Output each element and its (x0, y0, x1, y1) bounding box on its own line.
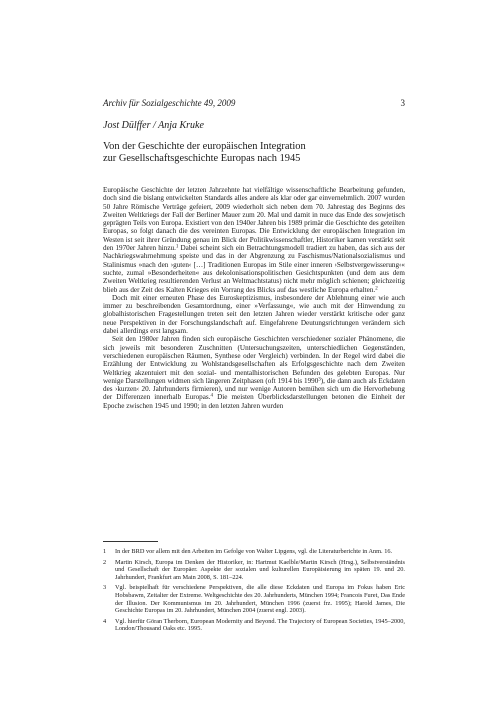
footnote-marker-4: 4 (210, 393, 213, 399)
footnote-2 (103, 559, 405, 582)
article-body (103, 186, 405, 410)
footnote-divider (103, 541, 158, 542)
article-title (103, 141, 405, 165)
body-paragraph-1 (103, 186, 405, 294)
footnote-number: 1 (103, 548, 107, 555)
footnote-number: 2 (103, 558, 107, 566)
journal-citation: Archiv für Sozialgeschichte 49, 2009 (103, 98, 236, 108)
running-head (103, 98, 405, 108)
footnote-text: Martin Kirsch, Europa im Denken der Historiker, in: Hartmut Kaelble/Martin Kirsch (Hrsg.), Selbstverständnis und Gesellschaft der Europäer. Aspekte der sozialen und kulturellen Europäisierung im späten 19. und 20. Jahrhundert, Frankfurt am Main 2008, S. 181–224. (115, 558, 405, 581)
footnote-text: Vgl. beispielhaft für verschiedene Perspektiven, die alle diese Eckdaten und Europa im Fokus haben Eric Hobsbawm, Zeitalter der Extreme. Weltgeschichte des 20. Jahrhunderts, München 1994; Francois Furet, Das Ende der Illusion. Der Kommunismus im 20. Jahrhundert, München 1996 (zuerst frz. 1995); Harold James, Die Geschichte Europas im 20. Jahrhundert, München 2004 (zuerst engl. 2003). (115, 584, 405, 615)
footnote-text: In der BRD vor allem mit den Arbeiten im Gefolge von Walter Lipgens, vgl. die Literaturberichte in Anm. 16. (115, 548, 393, 555)
footnotes (103, 548, 405, 636)
page-number: 3 (400, 98, 405, 108)
paragraph-text: Seit den 1980er Jahren finden sich europäische Geschichten verschiedener sozialer Phänomene, die sich jeweils mit besonderen Zuschnitten (Untersuchungszeiten, unterschiedlichen Gegenständen, verschiedenen europäischen Räumen, Synthese oder Vergleich) verbinden. In der Regel wird dabei die Erzählung der Entwicklung zu Wohlstandsgesellschaften als Erfolgsgeschichte nach dem Zweiten Weltkrieg akzentuiert mit den sozial- und mentalhistorischen Befunden des gelebten Europas. Nur wenige Darstellungen widmen sich längeren Zeitphasen (oft 1914 bis 1990 (103, 335, 405, 385)
footnote-marker-3: 3 (318, 377, 321, 383)
footnote-3 (103, 584, 405, 614)
body-paragraph-3 (103, 335, 405, 410)
body-paragraph-2: Doch mit einer erneuten Phase des Euroskeptizismus, insbesondere der Ablehnung einer wie auch immer zu beschreibenden Gesamtordnung, einer »Verfassung«, wie auch mit der Hinwendung zu globalhistorischen Fragestellungen treten seit den letzten Jahren wieder verstärkt kritische oder ganz neue Perspektiven in der Forschungslandschaft auf. Eingefahrene Deutungsrichtungen verändern sich dabei allerdings erst langsam. (103, 293, 405, 336)
footnote-marker-1: 1 (175, 244, 179, 250)
article-authors: Jost Dülffer / Anja Kruke (103, 120, 204, 131)
title-line-1: Von der Geschichte der europäischen Integration (103, 141, 306, 152)
title-line-2: zur Gesellschaftsgeschichte Europas nach 1945 (103, 153, 301, 164)
paragraph-text: Die meisten Überblicksdarstellungen betonen die Einheit der Epoche zwischen 1945 und 1990; in den letzten Jahren wurden (103, 393, 405, 410)
footnote-1 (103, 548, 405, 556)
paragraph-text: Dabei scheint sich ein Betrachtungsmodell tradiert zu haben, das sich aus der Nachkriegswahrnehmung speiste und das in der Abgrenzung zu Faschismus/Nationalsozialismus und Stalinismus »nach den ›guten‹ […] Traditionen Europas im Stile einer inneren ›Selbstvergewisserung‹« suchte, zumal »Besonderheiten« aus dekolonisationspolitischen Gesichtspunkten (und dem aus dem Zweiten Weltkrieg resultierenden Verlust an Weltmachtstatus) nicht mehr möglich schienen; gleichzeitig blieb aus der Zeit des Kalten Krieges ein Vorrang des Blicks auf das westliche Europa erhalten. (103, 244, 406, 294)
footnote-text: Vgl. hierfür Göran Therborn, European Modernity and Beyond. The Trajectory of European Societies, 1945–2000, London/Thousand Oaks etc. 1995. (115, 617, 405, 633)
footnote-4 (103, 618, 405, 633)
footnote-marker-2: 2 (375, 286, 378, 292)
footnote-number: 4 (103, 617, 107, 625)
paragraph-text: Europäische Geschichte der letzten Jahrzehnte hat vielfältige wissenschaftliche Bearbeitung gefunden, doch sind die bislang entwickelten Standards alles andere als klar oder gar einvernehmlich. 2007 wurden 50 Jahre Römische Verträge gefeiert, 2009 wiederholt sich neben dem 70. Jahrestag des Beginns des Zweiten Weltkriegs der Fall der Berliner Mauer zum 20. Mal und damit in nuce das Ende des sowjetisch geprägten Teils von Europa. Existiert von den 1940er Jahren bis 1989 primär die Geschichte des geteilten Europas, so folgt danach die des vereinten Europas. Die Entwicklung der europäischen Integration im Westen ist seit ihrer Gründung genau im Blick der Politikwissenschaftler, Historiker kamen verstärkt seit den 1970er Jahren hinzu. (103, 186, 405, 253)
footnote-number: 3 (103, 584, 107, 592)
paragraph-text: ), die dann auch als Eckdaten des ›kurzen‹ 20. Jahrhunderts firmieren), und nur wenige Autoren bemühen sich um die Hervorhebung der Differenzen innerhalb Europas. (103, 376, 405, 402)
